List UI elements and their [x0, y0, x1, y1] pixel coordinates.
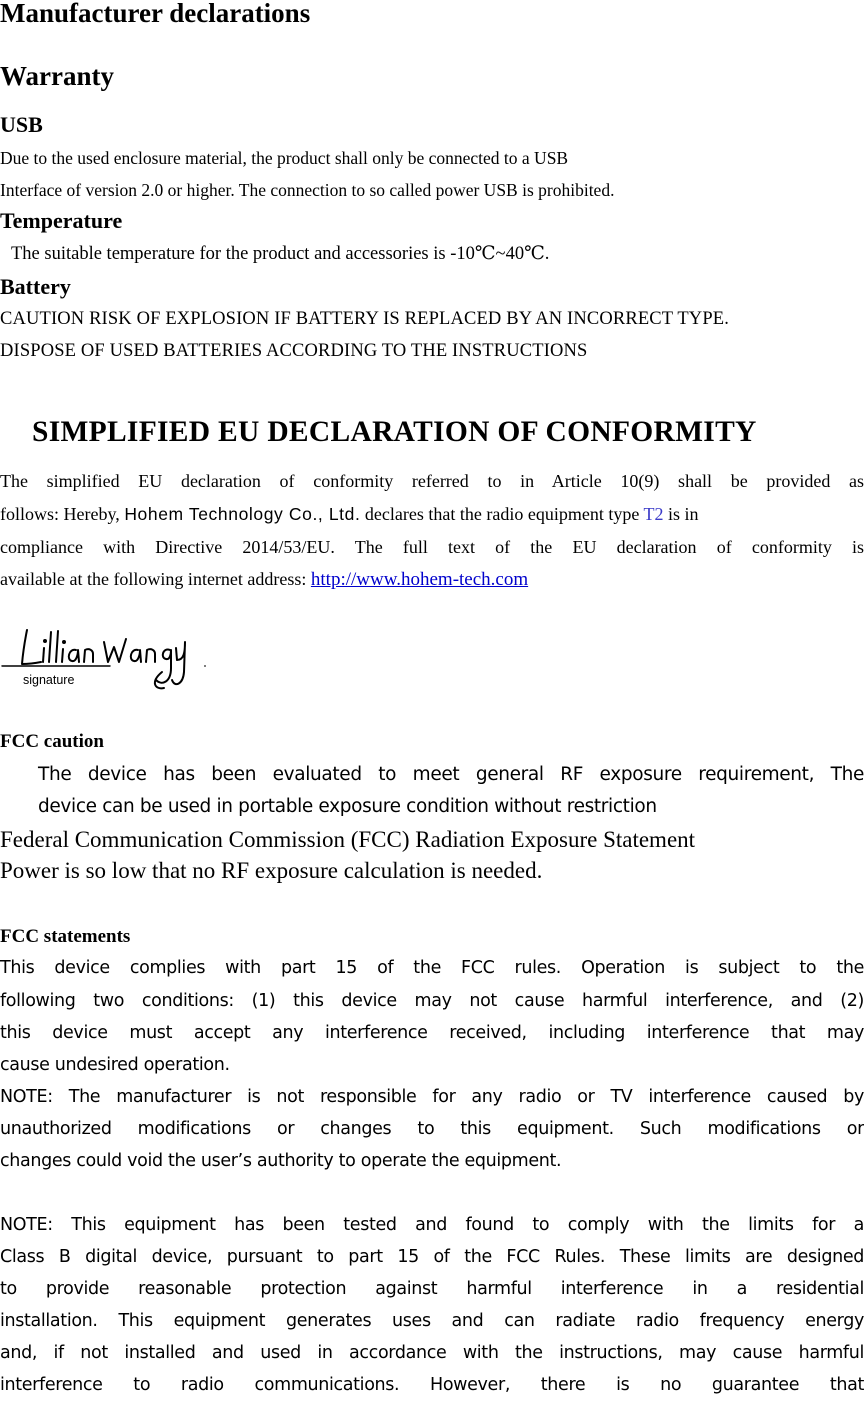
eu-text-line-1: The simplified EU declaration of conformity referred to in Article 10(9) shall be provided as [0, 471, 864, 491]
eu-text-line-3: compliance with Directive 2014/53/EU. The full text of the EU declaration of conformity is [0, 537, 864, 557]
fcc-p1-line-4: cause undesired operation. [0, 1055, 230, 1075]
fcc-p3-line-6: interference to radio communications. However, there is no guarantee that [0, 1375, 864, 1395]
company-name: Hohem Technology Co., Ltd. [124, 504, 361, 524]
battery-caution-line-2: DISPOSE OF USED BATTERIES ACCORDING TO THE INSTRUCTIONS [0, 341, 588, 361]
signature-label: signature [23, 673, 75, 687]
temperature-text: The suitable temperature for the product and accessories is -10℃~40℃. [11, 244, 550, 264]
fcc-p1-line-2: following two conditions: (1) this device may not cause harmful interference, and (2) [0, 991, 864, 1011]
eu-text-line-4 [0, 569, 864, 591]
fcc-p2-line-2: unauthorized modifications or changes to this equipment. Such modifications or [0, 1119, 864, 1139]
fcc-p3-line-1: NOTE: This equipment has been tested and found to comply with the limits for a [0, 1215, 864, 1235]
fcc-caution-line-2: device can be used in portable exposure condition without restriction [38, 796, 657, 817]
temperature-heading: Temperature [0, 208, 123, 233]
eu-declaration-heading: SIMPLIFIED EU DECLARATION OF CONFORMITY [32, 416, 757, 448]
usb-text-line-1: Due to the used enclosure material, the product shall only be connected to a USB [0, 148, 569, 168]
eu-text-line-2-middle: declares that the radio equipment type [364, 504, 640, 524]
fcc-caution-heading: FCC caution [0, 731, 104, 752]
eu-text-line-2-suffix: is in [668, 504, 699, 524]
usb-heading: USB [0, 112, 43, 137]
manufacturer-website-link[interactable]: http://www.hohem-tech.com [310, 569, 529, 590]
equipment-type: T2 [643, 504, 664, 524]
fcc-p3-line-5: and, if not installed and used in accordance with the instructions, may cause harmful [0, 1343, 864, 1363]
battery-caution-line-1: CAUTION RISK OF EXPLOSION IF BATTERY IS REPLACED BY AN INCORRECT TYPE. [0, 309, 729, 329]
battery-heading: Battery [0, 274, 71, 299]
fcc-p3-line-3: to provide reasonable protection against harmful interference in a residential [0, 1279, 864, 1299]
fcc-p1-line-3: this device must accept any interference received, including interference that may [0, 1023, 864, 1043]
eu-text-line-2-prefix: follows: Hereby, [0, 504, 120, 524]
usb-text-line-2: Interface of version 2.0 or higher. The connection to so called power USB is prohibited. [0, 180, 615, 200]
warranty-heading: Warranty [0, 61, 114, 91]
fcc-p1-line-1: This device complies with part 15 of the FCC rules. Operation is subject to the [0, 958, 864, 978]
fcc-radiation-exposure-heading: Federal Communication Commission (FCC) Radiation Exposure Statement [0, 827, 696, 852]
eu-text-line-4-prefix: available at the following internet address: [0, 569, 307, 589]
fcc-p3-line-4: installation. This equipment generates uses and can radiate radio frequency energy [0, 1311, 864, 1331]
fcc-statements-heading: FCC statements [0, 926, 131, 947]
fcc-power-statement: Power is so low that no RF exposure calculation is needed. [0, 858, 543, 883]
fcc-caution-line-1: The device has been evaluated to meet general RF exposure requirement, The [38, 764, 864, 785]
fcc-p3-line-2: Class B digital device, pursuant to part 15 of the FCC Rules. These limits are designed [0, 1247, 864, 1267]
signature-image [0, 622, 215, 694]
fcc-p2-line-3: changes could void the user’s authority to operate the equipment. [0, 1151, 562, 1171]
fcc-p2-line-1: NOTE: The manufacturer is not responsible for any radio or TV interference caused by [0, 1087, 864, 1107]
page-title: Manufacturer declarations [0, 0, 311, 28]
eu-text-line-2 [0, 504, 864, 525]
